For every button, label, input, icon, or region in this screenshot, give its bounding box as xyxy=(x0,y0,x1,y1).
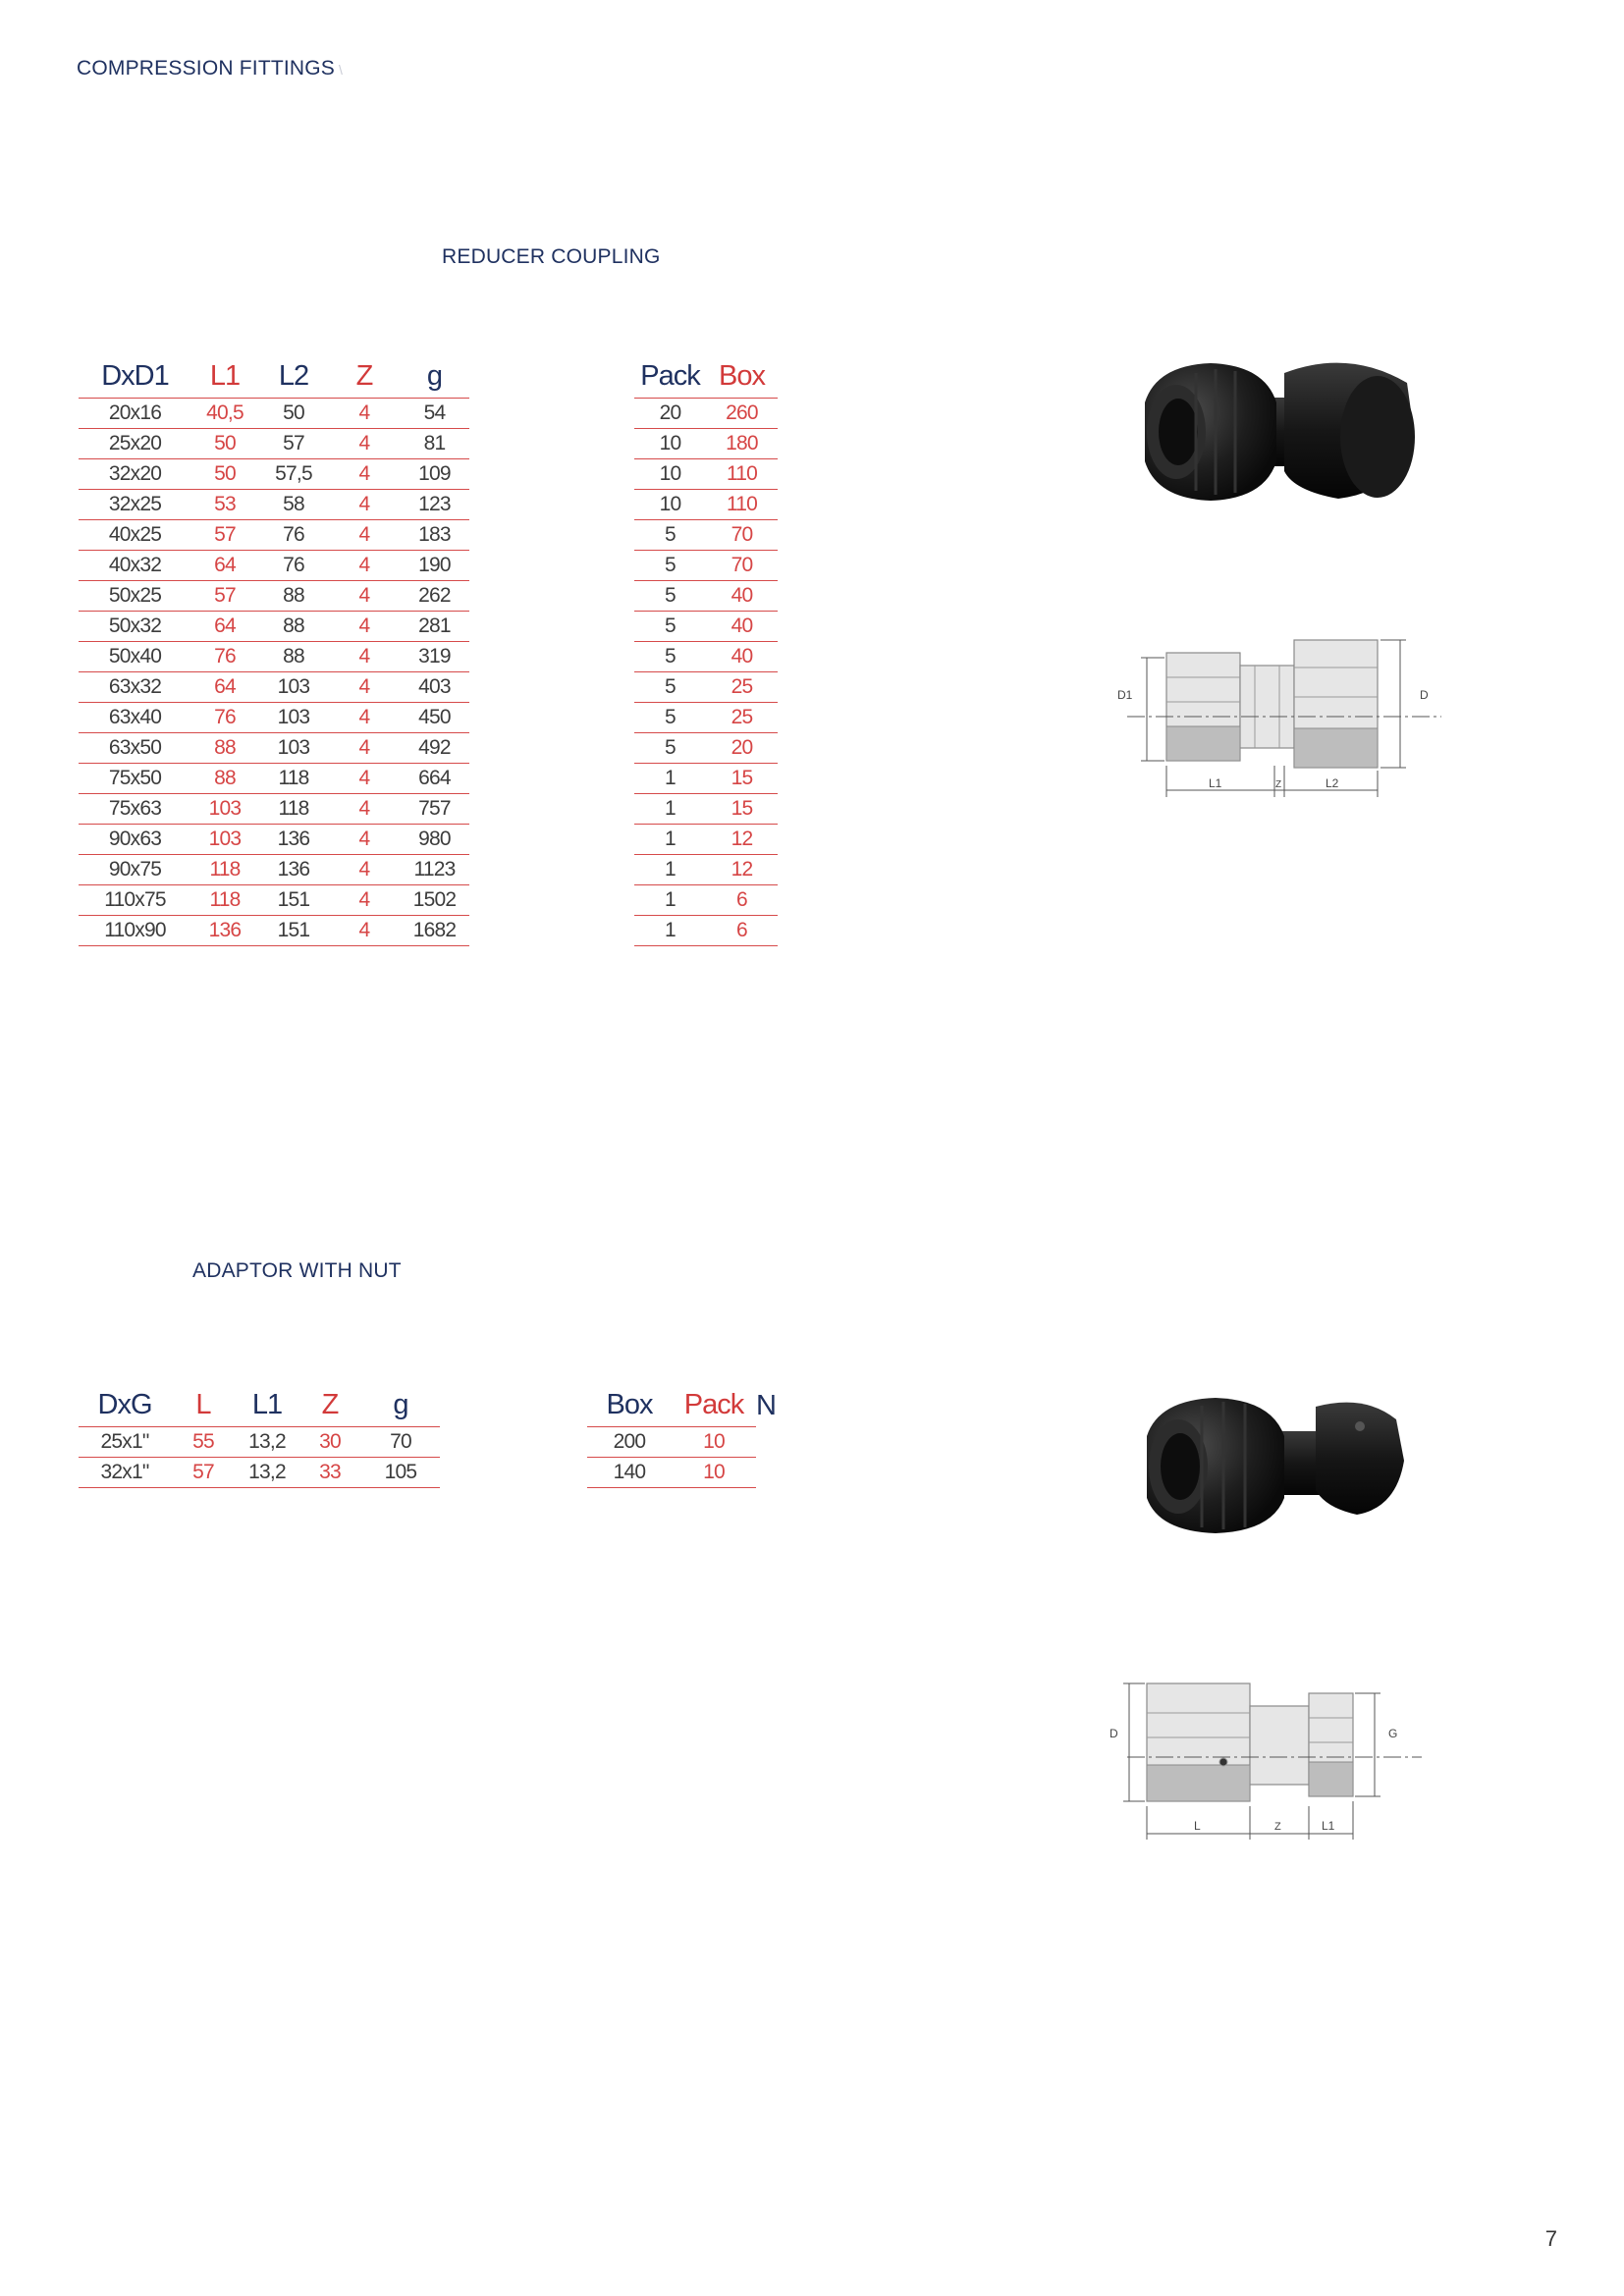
col-box: Box xyxy=(719,360,765,392)
col-dxd1: DxD1 xyxy=(101,360,169,392)
table-cell: 4 xyxy=(329,459,400,490)
table-cell: 1 xyxy=(634,916,706,946)
table-cell: 4 xyxy=(329,520,400,551)
table-cell: 4 xyxy=(329,855,400,885)
table-cell: 260 xyxy=(706,399,778,429)
table-cell: 10 xyxy=(672,1427,756,1458)
table-row xyxy=(634,642,778,672)
table-cell-empty xyxy=(756,1458,782,1488)
table-cell: 57 xyxy=(191,581,258,612)
table-cell: 88 xyxy=(258,642,329,672)
table-row xyxy=(634,733,778,764)
table-cell: 262 xyxy=(400,581,469,612)
page-number: 7 xyxy=(1544,2226,1557,2251)
table-cell: 109 xyxy=(400,459,469,490)
table-cell: 5 xyxy=(634,612,706,642)
table-cell: 4 xyxy=(329,794,400,825)
drawing-label-l2: L2 xyxy=(1326,776,1339,790)
table-cell: 1123 xyxy=(400,855,469,885)
table-cell: 10 xyxy=(634,459,706,490)
table-row xyxy=(79,794,469,825)
table-cell: 5 xyxy=(634,733,706,764)
col-l: L xyxy=(195,1389,211,1420)
table-cell: 118 xyxy=(258,764,329,794)
table-cell: 1 xyxy=(634,885,706,916)
table-cell: 63x50 xyxy=(79,733,191,764)
table-row xyxy=(79,520,469,551)
table-cell: 58 xyxy=(258,490,329,520)
table-cell: 1 xyxy=(634,825,706,855)
table-row xyxy=(79,612,469,642)
table-header-row xyxy=(634,347,778,399)
table-row xyxy=(79,916,469,946)
table-cell: 1 xyxy=(634,855,706,885)
table-cell: 151 xyxy=(258,885,329,916)
table-cell: 200 xyxy=(587,1427,672,1458)
table-cell: 57 xyxy=(258,429,329,459)
reducer-pack-table xyxy=(634,347,778,946)
table-cell: 10 xyxy=(634,490,706,520)
table-cell: 4 xyxy=(329,885,400,916)
page-header xyxy=(77,57,343,80)
table-row xyxy=(79,459,469,490)
table-cell: 151 xyxy=(258,916,329,946)
table-cell: 88 xyxy=(191,733,258,764)
table-cell: 88 xyxy=(191,764,258,794)
reducer-coupling-title: REDUCER COUPLING xyxy=(442,245,661,268)
table-row xyxy=(634,612,778,642)
table-cell: 136 xyxy=(191,916,258,946)
table-cell: 25 xyxy=(706,672,778,703)
table-cell: 1682 xyxy=(400,916,469,946)
col-box: Box xyxy=(606,1389,653,1420)
table-row xyxy=(79,490,469,520)
table-cell: 4 xyxy=(329,642,400,672)
drawing-label-g: G xyxy=(1388,1727,1398,1740)
table-cell: 123 xyxy=(400,490,469,520)
table-cell: 76 xyxy=(191,642,258,672)
table-cell: 6 xyxy=(706,885,778,916)
table-cell: 4 xyxy=(329,612,400,642)
table-row xyxy=(79,885,469,916)
adaptor-pack-table xyxy=(587,1376,782,1488)
table-cell: 4 xyxy=(329,703,400,733)
table-cell: 5 xyxy=(634,520,706,551)
col-l1: L1 xyxy=(251,1389,283,1420)
table-cell: 4 xyxy=(329,399,400,429)
table-cell: 63x40 xyxy=(79,703,191,733)
table-row xyxy=(634,520,778,551)
table-cell: 319 xyxy=(400,642,469,672)
table-cell: 40x25 xyxy=(79,520,191,551)
reducer-coupling-photo xyxy=(1137,344,1422,520)
table-row xyxy=(634,794,778,825)
drawing-label-l1: L1 xyxy=(1209,776,1222,790)
table-row xyxy=(79,429,469,459)
reducer-coupling-drawing xyxy=(1108,618,1441,805)
table-cell: 4 xyxy=(329,490,400,520)
table-cell: 1502 xyxy=(400,885,469,916)
table-row xyxy=(634,764,778,794)
table-row xyxy=(634,429,778,459)
table-row xyxy=(79,672,469,703)
table-row xyxy=(79,764,469,794)
table-cell: 103 xyxy=(191,825,258,855)
header-title: COMPRESSION FITTINGS xyxy=(77,57,336,80)
table-cell: 32x20 xyxy=(79,459,191,490)
table-cell: 76 xyxy=(258,551,329,581)
col-pack: Pack xyxy=(683,1389,744,1420)
table-cell: 103 xyxy=(258,733,329,764)
col-pack: Pack xyxy=(640,360,700,392)
table-cell: 180 xyxy=(706,429,778,459)
reducer-dimensions-table xyxy=(79,347,469,946)
table-row xyxy=(79,855,469,885)
adaptor-with-nut-title: ADAPTOR WITH NUT xyxy=(192,1259,402,1282)
table-cell: 4 xyxy=(329,764,400,794)
table-cell: 757 xyxy=(400,794,469,825)
drawing-label-l: L xyxy=(1194,1819,1201,1833)
table-row xyxy=(79,399,469,429)
table-cell: 13,2 xyxy=(236,1458,298,1488)
table-cell: 88 xyxy=(258,612,329,642)
drawing-label-z: Z xyxy=(1275,779,1282,790)
drawing-label-l1: L1 xyxy=(1322,1819,1335,1833)
table-cell: 403 xyxy=(400,672,469,703)
table-row xyxy=(634,885,778,916)
col-cut-off: N xyxy=(756,1389,776,1421)
table-cell: 980 xyxy=(400,825,469,855)
table-cell: 118 xyxy=(191,855,258,885)
table-cell: 50 xyxy=(258,399,329,429)
table-cell: 25 xyxy=(706,703,778,733)
table-cell: 110x90 xyxy=(79,916,191,946)
table-cell: 30 xyxy=(298,1427,361,1458)
table-cell: 118 xyxy=(258,794,329,825)
table-cell: 20x16 xyxy=(79,399,191,429)
table-cell: 4 xyxy=(329,429,400,459)
table-cell: 12 xyxy=(706,855,778,885)
table-cell: 40 xyxy=(706,581,778,612)
table-header-row xyxy=(587,1376,782,1427)
table-row xyxy=(634,490,778,520)
table-cell: 50 xyxy=(191,429,258,459)
table-cell: 5 xyxy=(634,703,706,733)
table-row xyxy=(79,1458,440,1488)
table-cell: 4 xyxy=(329,825,400,855)
table-cell: 20 xyxy=(706,733,778,764)
table-cell: 50x25 xyxy=(79,581,191,612)
table-cell: 140 xyxy=(587,1458,672,1488)
table-row xyxy=(634,672,778,703)
col-z: Z xyxy=(355,360,373,392)
table-cell: 76 xyxy=(258,520,329,551)
col-z: Z xyxy=(321,1389,339,1420)
header-separator: \ xyxy=(339,62,344,78)
table-row xyxy=(634,855,778,885)
table-cell: 12 xyxy=(706,825,778,855)
table-cell: 70 xyxy=(706,520,778,551)
table-cell: 103 xyxy=(258,672,329,703)
table-cell: 110x75 xyxy=(79,885,191,916)
table-cell: 50x32 xyxy=(79,612,191,642)
adaptor-with-nut-photo xyxy=(1139,1382,1424,1549)
table-cell: 40 xyxy=(706,642,778,672)
table-cell: 25x20 xyxy=(79,429,191,459)
table-row xyxy=(79,581,469,612)
table-cell: 110 xyxy=(706,490,778,520)
table-cell: 40x32 xyxy=(79,551,191,581)
table-cell: 664 xyxy=(400,764,469,794)
table-cell: 50 xyxy=(191,459,258,490)
table-cell: 118 xyxy=(191,885,258,916)
table-row xyxy=(79,825,469,855)
table-cell: 53 xyxy=(191,490,258,520)
table-cell: 5 xyxy=(634,642,706,672)
drawing-label-d: D xyxy=(1110,1727,1118,1740)
table-row xyxy=(79,703,469,733)
table-cell: 88 xyxy=(258,581,329,612)
col-dxg: DxG xyxy=(97,1389,152,1420)
table-cell: 75x63 xyxy=(79,794,191,825)
table-cell: 50x40 xyxy=(79,642,191,672)
table-cell: 1 xyxy=(634,794,706,825)
table-cell: 13,2 xyxy=(236,1427,298,1458)
table-cell: 32x1" xyxy=(79,1458,171,1488)
table-cell: 4 xyxy=(329,733,400,764)
table-cell: 90x63 xyxy=(79,825,191,855)
table-cell: 10 xyxy=(672,1458,756,1488)
table-cell: 63x32 xyxy=(79,672,191,703)
table-cell: 75x50 xyxy=(79,764,191,794)
table-cell: 110 xyxy=(706,459,778,490)
table-header-row xyxy=(79,1376,440,1427)
col-g: g xyxy=(393,1389,408,1420)
table-cell: 15 xyxy=(706,764,778,794)
table-cell: 33 xyxy=(298,1458,361,1488)
table-row xyxy=(634,825,778,855)
table-row xyxy=(634,916,778,946)
table-cell: 10 xyxy=(634,429,706,459)
table-cell: 5 xyxy=(634,672,706,703)
table-cell: 70 xyxy=(361,1427,440,1458)
table-cell: 32x25 xyxy=(79,490,191,520)
table-cell: 136 xyxy=(258,825,329,855)
drawing-label-d1: D1 xyxy=(1117,688,1133,702)
table-cell: 5 xyxy=(634,581,706,612)
table-cell: 4 xyxy=(329,916,400,946)
table-cell: 4 xyxy=(329,581,400,612)
table-cell: 15 xyxy=(706,794,778,825)
table-row xyxy=(79,733,469,764)
col-l2: L2 xyxy=(278,360,309,392)
table-cell: 90x75 xyxy=(79,855,191,885)
table-cell: 103 xyxy=(258,703,329,733)
table-row xyxy=(587,1427,782,1458)
table-cell: 57 xyxy=(191,520,258,551)
drawing-label-d: D xyxy=(1420,688,1429,702)
table-cell: 190 xyxy=(400,551,469,581)
table-cell: 76 xyxy=(191,703,258,733)
table-cell: 450 xyxy=(400,703,469,733)
table-cell: 81 xyxy=(400,429,469,459)
table-cell: 57,5 xyxy=(258,459,329,490)
table-cell: 57 xyxy=(171,1458,236,1488)
table-cell: 55 xyxy=(171,1427,236,1458)
table-row xyxy=(79,1427,440,1458)
table-cell: 70 xyxy=(706,551,778,581)
table-row xyxy=(587,1458,782,1488)
table-cell: 64 xyxy=(191,672,258,703)
table-cell: 492 xyxy=(400,733,469,764)
table-cell: 4 xyxy=(329,672,400,703)
table-cell: 6 xyxy=(706,916,778,946)
table-cell: 105 xyxy=(361,1458,440,1488)
table-cell: 40 xyxy=(706,612,778,642)
drawing-label-z: Z xyxy=(1274,1821,1281,1833)
table-cell: 40,5 xyxy=(191,399,258,429)
table-cell: 5 xyxy=(634,551,706,581)
table-cell: 20 xyxy=(634,399,706,429)
table-cell: 1 xyxy=(634,764,706,794)
adaptor-dimensions-table xyxy=(79,1376,440,1488)
col-g: g xyxy=(426,360,443,392)
table-cell: 103 xyxy=(191,794,258,825)
table-row xyxy=(634,703,778,733)
table-row xyxy=(634,399,778,429)
table-row xyxy=(79,642,469,672)
col-l1: L1 xyxy=(209,360,241,392)
table-row xyxy=(634,551,778,581)
table-cell: 54 xyxy=(400,399,469,429)
table-row xyxy=(634,459,778,490)
table-cell: 281 xyxy=(400,612,469,642)
table-cell: 64 xyxy=(191,612,258,642)
table-cell: 64 xyxy=(191,551,258,581)
table-header-row xyxy=(79,347,469,399)
adaptor-with-nut-drawing xyxy=(1108,1659,1441,1845)
table-cell: 25x1" xyxy=(79,1427,171,1458)
table-row xyxy=(79,551,469,581)
table-cell-empty xyxy=(756,1427,782,1458)
table-cell: 183 xyxy=(400,520,469,551)
table-cell: 136 xyxy=(258,855,329,885)
table-cell: 4 xyxy=(329,551,400,581)
table-row xyxy=(634,581,778,612)
